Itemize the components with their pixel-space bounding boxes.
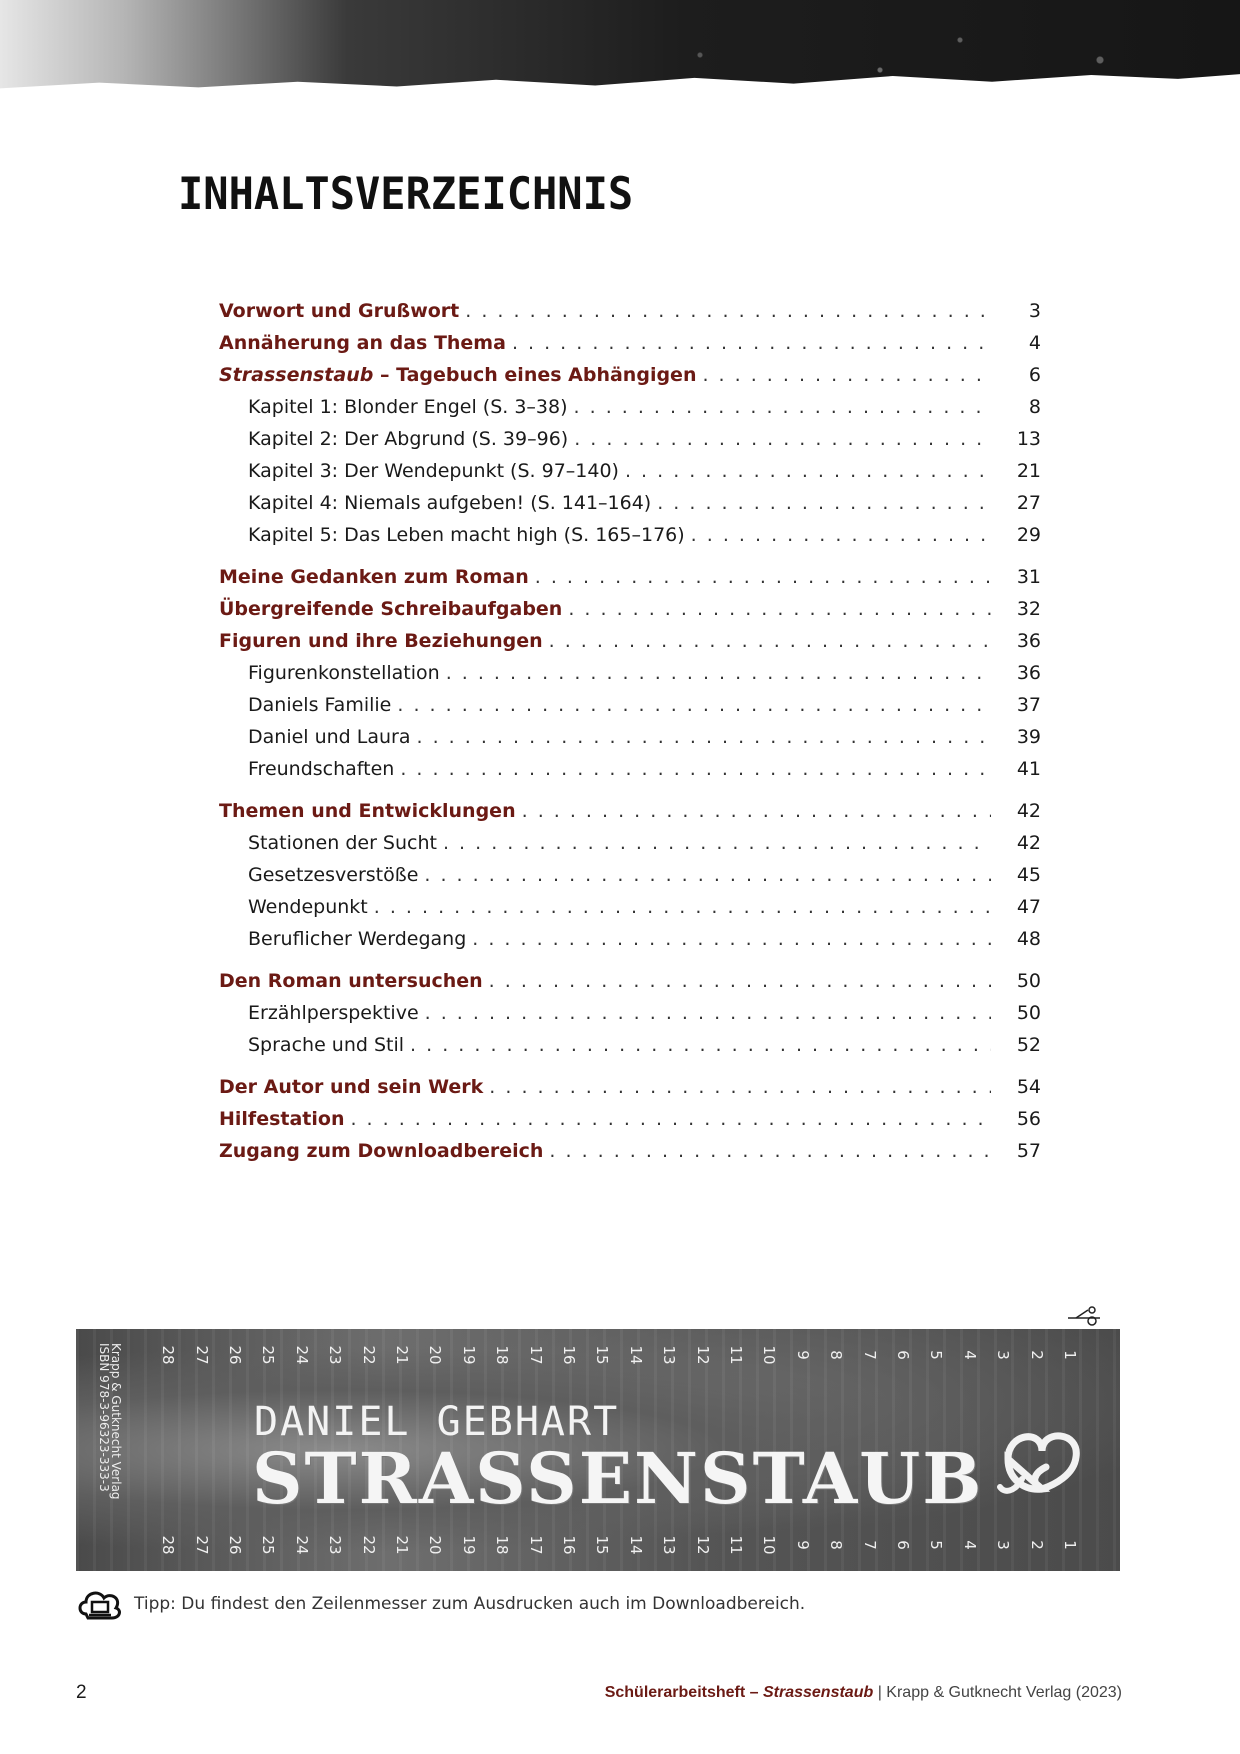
toc-leader-dots [549,630,991,652]
toc-page-number: 32 [1016,598,1041,620]
toc-page-number: 57 [1016,1140,1041,1162]
toc-label: Gesetzesverstöße [248,864,419,886]
toc-leader-dots [424,864,991,886]
toc-section[interactable] [219,1108,1041,1140]
ruler-line-number: 19 [459,1345,478,1365]
toc-label: Daniels Familie [248,694,392,716]
toc-leader-dots [425,1002,991,1024]
toc-subsection[interactable] [219,726,1041,758]
toc-page-number: 45 [1016,864,1041,886]
toc-page-number: 50 [1016,970,1041,992]
toc-page-number: 41 [1016,758,1041,780]
toc-leader-dots [535,566,991,588]
toc-label: Beruflicher Werdegang [248,928,467,950]
ruler-line-number: 6 [894,1350,912,1360]
ruler-line-number: 20 [426,1535,445,1555]
toc-section[interactable] [219,630,1041,662]
ruler-line-number: 25 [259,1345,278,1365]
toc-label: Sprache und Stil [248,1034,405,1056]
ruler-line-number: 21 [393,1535,411,1555]
ruler-line-number: 25 [259,1535,278,1555]
page-title: INHALTSVERZEICHNIS [178,168,634,220]
toc-leader-dots [374,896,991,918]
ruler-line-number: 8 [827,1540,846,1550]
ruler-line-number: 7 [860,1540,879,1550]
toc-subsection[interactable] [219,928,1041,960]
ruler-line-number: 5 [927,1350,946,1360]
ruler-line-number: 4 [960,1350,979,1360]
publisher-logo-icon [994,1419,1090,1499]
toc-label: Kapitel 3: Der Wendepunkt (S. 97–140) [248,460,619,482]
ruler-line-number: 26 [226,1535,244,1555]
toc-page-number: 13 [1016,428,1041,450]
toc-subsection[interactable] [219,460,1041,492]
toc-label: Figurenkonstellation [248,662,440,684]
toc-leader-dots [400,758,991,780]
toc-leader-dots [691,524,991,546]
toc-label: Erzählperspektive [248,1002,419,1024]
toc-leader-dots [522,800,991,822]
ruler-line-number: 9 [793,1540,812,1550]
ruler-line-number: 14 [626,1345,645,1365]
ruler-line-number: 16 [560,1345,578,1365]
ruler-line-number: 13 [660,1345,679,1365]
ruler-line-number: 11 [727,1345,745,1365]
ruler-line-number: 15 [593,1345,612,1365]
toc-leader-dots [657,492,991,514]
toc-section[interactable] [219,598,1041,630]
ruler-line-number: 14 [626,1535,645,1555]
footer-credit-series: Schülerarbeitsheft – [604,1684,763,1701]
toc-label: Wendepunkt [248,896,368,918]
toc-subsection[interactable] [219,492,1041,524]
ruler-line-number: 15 [593,1535,612,1555]
ruler-line-number: 9 [793,1350,812,1360]
toc-label: Stationen der Sucht [248,832,437,854]
toc-page-number: 36 [1016,662,1041,684]
toc-leader-dots [443,832,991,854]
toc-leader-dots [446,662,991,684]
toc-subsection[interactable] [219,896,1041,928]
ruler-author: DANIEL GEBHART [254,1399,620,1445]
toc-label: Kapitel 5: Das Leben macht high (S. 165–176) [248,524,685,546]
toc-label-rest: – Tagebuch eines Abhängigen [373,364,697,386]
toc-section[interactable] [219,364,1041,396]
ruler-line-number: 6 [894,1540,912,1550]
ruler-line-number: 24 [292,1345,311,1365]
toc-page-number: 47 [1016,896,1041,918]
toc-label [219,364,696,386]
toc-subsection[interactable] [219,1034,1041,1066]
toc-leader-dots [417,726,991,748]
toc-page-number: 36 [1016,630,1041,652]
toc-leader-dots [410,1034,991,1056]
toc-label: Kapitel 1: Blonder Engel (S. 3–38) [248,396,568,418]
toc-leader-dots [489,970,991,992]
ruler-line-number: 13 [660,1535,679,1555]
ruler-line-number: 16 [560,1535,578,1555]
toc-label: Annäherung an das Thema [219,332,506,354]
toc-leader-dots [397,694,991,716]
ruler-line-number: 8 [827,1350,846,1360]
toc-label: Themen und Entwicklungen [219,800,516,822]
tip-text: Tipp: Du findest den Zeilenmesser zum Ausdrucken auch im Downloadbereich. [134,1594,806,1614]
toc-section[interactable] [219,1140,1041,1172]
toc-leader-dots [574,396,991,418]
ruler-line-number: 12 [693,1345,712,1365]
ruler-line-number: 18 [493,1345,512,1365]
footer-credit-title: Strassenstaub [762,1684,874,1701]
toc-section[interactable] [219,970,1041,1002]
ruler-numbers-bottom [76,1531,1120,1561]
ruler-line-number: 19 [459,1535,478,1555]
toc-leader-dots [574,428,991,450]
toc-page-number: 50 [1016,1002,1041,1024]
ruler-line-number: 2 [1027,1350,1046,1360]
toc-section[interactable] [219,566,1041,598]
toc-leader-dots [350,1108,991,1130]
ruler-line-number: 10 [760,1345,779,1365]
toc-label: Daniel und Laura [248,726,411,748]
ruler-numbers-top [76,1341,1120,1371]
toc-page-number: 8 [1028,396,1041,418]
toc-page-number: 54 [1016,1076,1041,1098]
ruler-publisher-info [98,1343,122,1553]
toc-page-number: 21 [1016,460,1041,482]
toc-leader-dots [512,332,991,354]
toc-page-number: 6 [1028,364,1041,386]
toc-label: Der Autor und sein Werk [219,1076,484,1098]
ruler-line-number: 22 [359,1535,378,1555]
toc-section[interactable] [219,300,1041,332]
ruler-line-number: 28 [159,1535,178,1555]
ruler-line-number: 17 [526,1535,545,1555]
ruler-line-number: 12 [693,1535,712,1555]
ruler-line-number: 1 [1061,1540,1079,1550]
line-ruler-bookmark [76,1329,1120,1571]
ruler-line-number: 21 [393,1345,411,1365]
toc-leader-dots [702,364,991,386]
ruler-line-number: 2 [1027,1540,1046,1550]
toc-label: Den Roman untersuchen [219,970,483,992]
ruler-line-number: 11 [727,1535,745,1555]
toc-leader-dots [625,460,991,482]
footer-credit-publisher: | Krapp & Gutknecht Verlag (2023) [873,1684,1122,1701]
toc-subsection[interactable] [219,662,1041,694]
ruler-line-number: 27 [192,1535,211,1555]
toc-label: Kapitel 2: Der Abgrund (S. 39–96) [248,428,569,450]
ruler-line-number: 3 [994,1540,1013,1550]
toc-page-number: 31 [1016,566,1041,588]
toc-page-number: 42 [1016,832,1041,854]
ruler-line-number: 23 [326,1535,345,1555]
toc-subsection[interactable] [219,396,1041,428]
scissors-icon [1066,1306,1102,1330]
toc-label: Figuren und ihre Beziehungen [219,630,543,652]
toc-page-number: 52 [1016,1034,1041,1056]
ruler-line-number: 18 [493,1535,512,1555]
ruler-line-number: 27 [192,1345,211,1365]
ruler-line-number: 1 [1061,1350,1079,1360]
toc-section[interactable] [219,332,1041,364]
toc-section[interactable] [219,1076,1041,1108]
toc-page-number: 39 [1016,726,1041,748]
toc-subsection[interactable] [219,758,1041,790]
toc-page-number: 56 [1016,1108,1041,1130]
toc-leader-dots [472,928,991,950]
toc-leader-dots [549,1140,991,1162]
toc-page-number: 29 [1016,524,1041,546]
ruler-line-number: 20 [426,1345,445,1365]
toc-subsection[interactable] [219,832,1041,864]
toc-subsection[interactable] [219,428,1041,460]
ruler-line-number: 24 [292,1535,311,1555]
toc-label: Hilfestation [219,1108,345,1130]
toc-page-number: 42 [1016,800,1041,822]
cloud-computer-icon [76,1584,124,1624]
toc-label: Vorwort und Grußwort [219,300,460,322]
toc-label: Übergreifende Schreibaufgaben [219,598,563,620]
toc-label: Freundschaften [248,758,395,780]
ruler-line-number: 10 [760,1535,779,1555]
toc-subsection[interactable] [219,694,1041,726]
ruler-line-number: 28 [159,1345,178,1365]
toc-section[interactable] [219,800,1041,832]
table-of-contents [219,300,1041,1172]
ruler-line-number: 22 [359,1345,378,1365]
toc-leader-dots [568,598,991,620]
ruler-line-number: 5 [927,1540,946,1550]
footer-credit [605,1684,1122,1702]
toc-label-italic: Strassenstaub [219,364,374,386]
ruler-line-number: 4 [960,1540,979,1550]
toc-label: Zugang zum Downloadbereich [219,1140,544,1162]
toc-label: Meine Gedanken zum Roman [219,566,529,588]
toc-leader-dots [465,300,991,322]
toc-page-number: 27 [1016,492,1041,514]
toc-page-number: 3 [1028,300,1041,322]
ruler-line-number: 3 [994,1350,1013,1360]
toc-subsection[interactable] [219,1002,1041,1034]
ruler-publisher: Krapp & Gutknecht Verlag [109,1343,123,1500]
toc-leader-dots [489,1076,991,1098]
toc-subsection[interactable] [219,864,1041,896]
ruler-title: STRASSENSTAUB [252,1437,984,1520]
tip-box [76,1584,805,1624]
toc-subsection[interactable] [219,524,1041,556]
ruler-line-number: 23 [326,1345,345,1365]
toc-page-number: 4 [1028,332,1041,354]
toc-page-number: 48 [1016,928,1041,950]
ruler-isbn: ISBN 978-3-96323-333-3 [97,1343,111,1492]
ruler-line-number: 7 [860,1350,879,1360]
top-ink-band [0,0,1240,95]
toc-label: Kapitel 4: Niemals aufgeben! (S. 141–164) [248,492,652,514]
page-number: 2 [76,1682,87,1703]
toc-page-number: 37 [1016,694,1041,716]
ruler-line-number: 17 [526,1345,545,1365]
ruler-line-number: 26 [226,1345,244,1365]
